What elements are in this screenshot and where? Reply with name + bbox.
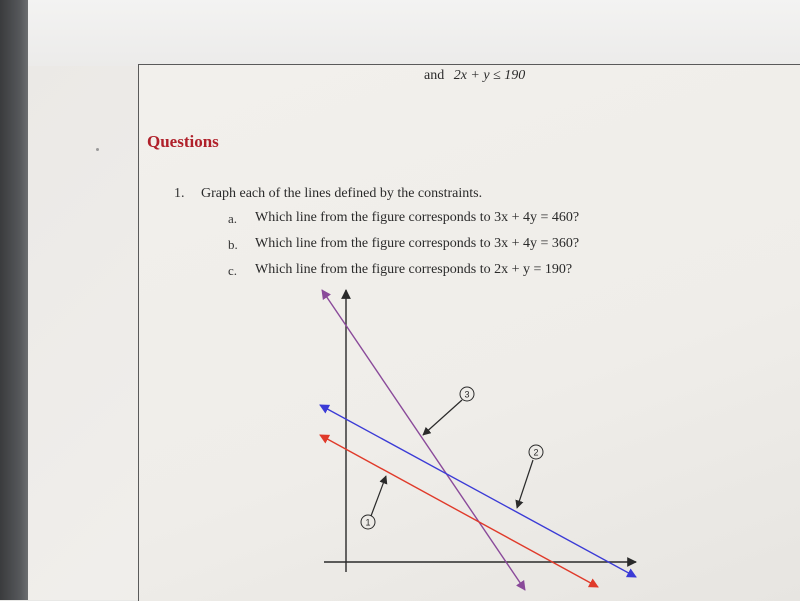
callout-2 [529, 445, 543, 459]
part-c-text: Which line from the figure corresponds to 2x + y = 190? [255, 262, 573, 277]
callout-1-label: 1 [365, 517, 371, 528]
part-a-letter: a. [228, 211, 238, 226]
question-number: 1. [174, 186, 185, 201]
line-2 [320, 405, 636, 577]
line-3 [322, 290, 525, 590]
part-b-text: Which line from the figure corresponds to 3x + 4y = 360? [255, 236, 580, 251]
section-heading: Questions [147, 132, 219, 151]
constraint-math: 2x + y ≤ 190 [453, 68, 526, 83]
question-text: Graph each of the lines defined by the constraints. [201, 186, 483, 201]
pointer-1-arrow [371, 476, 386, 516]
pointer-3-arrow [423, 400, 462, 435]
line-1 [320, 435, 598, 587]
callout-3 [460, 387, 474, 401]
part-a-text: Which line from the figure corresponds to 3x + 4y = 460? [255, 210, 580, 225]
callout-1 [361, 515, 375, 529]
callout-3-label: 3 [464, 389, 470, 400]
callout-2-label: 2 [533, 447, 539, 458]
constraint-prefix: and [424, 68, 445, 83]
part-b-letter: b. [228, 237, 238, 252]
part-c-letter: c. [228, 263, 238, 278]
pointer-2-arrow [517, 460, 533, 508]
